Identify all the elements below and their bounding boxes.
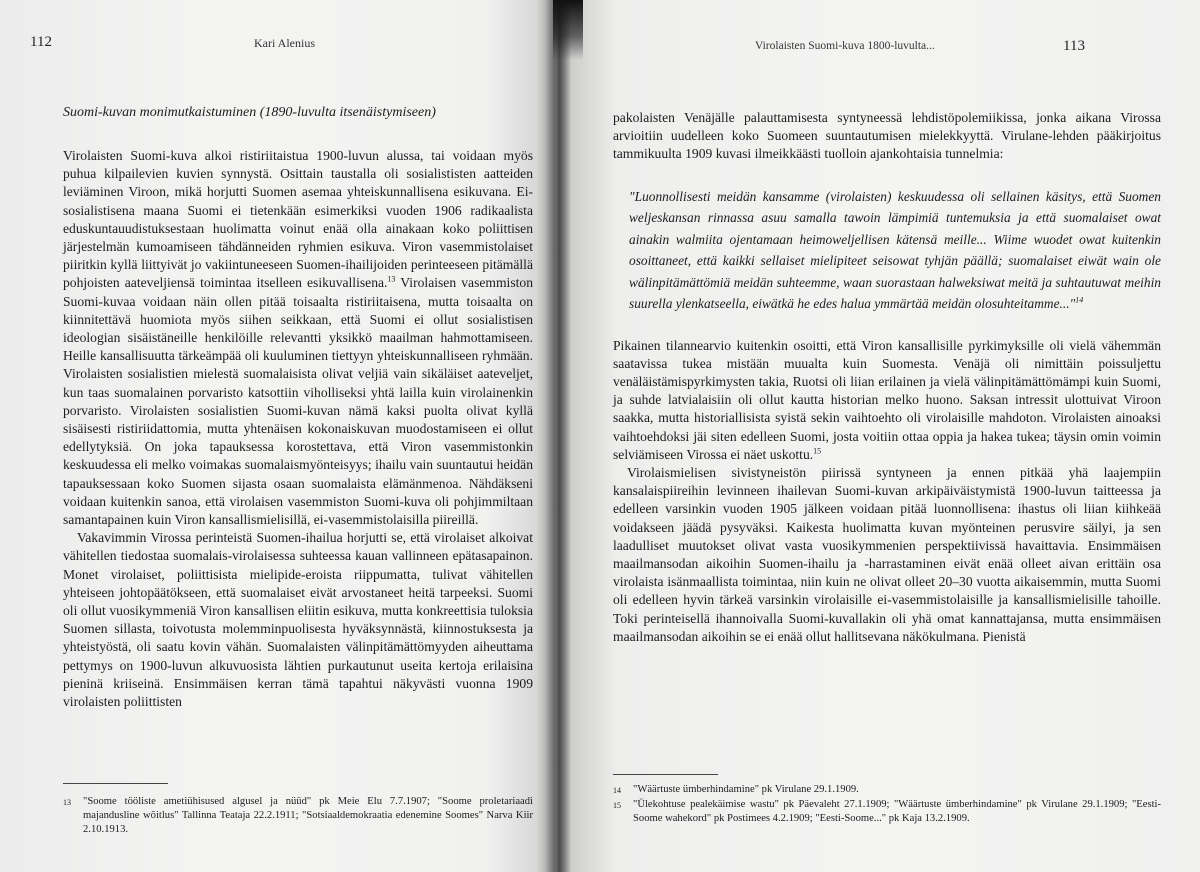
right-page	[553, 0, 1200, 872]
left-page	[0, 0, 553, 872]
right-footnote-rule	[613, 774, 718, 775]
left-footnote-rule	[63, 783, 168, 784]
footnote-number: 14	[613, 786, 621, 795]
section-title: Suomi-kuvan monimutkaistuminen (1890-luvulta itsenäistymiseen)	[63, 105, 436, 120]
left-footnotes	[63, 795, 533, 838]
left-paragraph-1b: Virolaisen vasemmiston Suomi-kuvaa voidaan näin ollen pitää toisaalta ristiriitaisena, mutta toisaalta on kiinnitettävä huomiota myös siihen seikkaan, että Suomi ei ollut sosialistisen ideologian sisäistäneille henkilöille relevantti yksikkö maailman hahmottamiseen. Heille kansallisuutta tärkeämpää oli kuuluminen tiettyyn yhteiskunnalliseen ryhmään. Virolaisten sosialistien mielestä suomalaisista olivat veljiä vain sikäläiset aateveljet, kun taas suomalainen porvaristo katsottiin viholliseksi yhtä lailla kuin virolainenkin porvaristo. Virolaisten sosialistien Suomi-kuvan nämä kaksi puolta olivat kyllä sisäisesti ristiriidattomia, mutta yhtenäisen kokonaiskuvan muodostamiseen ei ollut edellytyksiä. On joka tapauksessa korostettava, että Viron vasemmistonkin keskuudessa eli melko voimakas suomalaismyönteisyys; ihailu vain suuntautui heidän tapauksessaan koko Suomen sijasta osaan suomalaista elämänmenoa. Nähdäkseni voidaan kuitenkin sanoa, että virolaisen vasemmiston Suomi-kuva oli pohjimmiltaan samantapainen kuin Viron kansallismielisillä, ei-vasemmistolaisilla piireillä.	[63, 275, 533, 528]
left-paragraph-1	[63, 147, 533, 529]
footnote-number: 13	[63, 798, 71, 807]
right-paragraph-2-text: Pikainen tilannearvio kuitenkin osoitti, että Viron kansallisille pyrkimyksille oli vielä vähemmän saatavissa tukea mistään muualta kuin Suomesta. Venäjä oli nimittäin poissuljettu venäläistämispyrkimysten takia, Ruotsi oli liian erilainen ja vielä välinpitämättömämpi kuin Suomi, ja suhde latvialaisiin oli ollut kautta historian melko huono. Saksan intressit ulottuivat Viroon saakka, mutta historiallisista syistä sekin vaihtoehto oli virolaisille mahdoton. Virolaisten ainoaksi vaihtoehdoksi jäi siten edelleen Suomi, josta voitiin ottaa oppia ja hakea tukea; täysin omin voimin selviämiseen Virossa ei näet uskottu.	[613, 337, 1161, 462]
footnote-14	[613, 783, 1161, 798]
right-paragraph-1: pakolaisten Venäjälle palauttamisesta syntyneessä lehdistöpolemiikissa, jonka aikana Virossa arvioitiin uudelleen koko Suomeen suuntautumisen mielekkyyttä. Virulane-lehden pääkirjoitus tammikuulta 1909 kuvasi ilmeikkäästi tuolloin ajankohtaisia tunnelmia:	[613, 110, 1161, 162]
left-paragraph-2: Vakavimmin Virossa perinteistä Suomen-ihailua horjutti se, että virolaiset alkoivat vähitellen tiedostaa suomalais-virolaisessa suhteessa kauan vallinneen epätasapainon. Monet virolaiset, poliittisista mielipide-eroista riippumatta, tulivat vähitellen yhteiseen johtopäätökseen, että suomalaiset eivät arvostaneet heitä tarpeeksi. Suomi oli ollut vuosikymmeniä Viron kansallisen eliitin esikuva, mutta konkreettisia tuloksia Suomen sillasta, toivotusta molemminpuolisesta hyväksynnästä, kiinnostuksesta ja yhteistyöstä, oli saatu kovin vähän. Suomalaisten välinpitämättömyyden aiheuttama pettymys on 1900-luvun alkuvuosista lähtien purkautunut useita kertoja erilaisina pieninä kriiseinä. Ensimmäisen kerran tämä tapahtui näkyvästi vuonna 1909 virolaisten poliittisten	[63, 530, 533, 710]
footnote-number: 15	[613, 801, 621, 811]
footnote-ref-14: 14	[1075, 295, 1084, 305]
left-paragraph-1a: Virolaisten Suomi-kuva alkoi ristiriitaistua 1900-luvun alussa, tai voidaan myös puhua kilpailevien kuvien synnystä. Osittain taustalla oli sosialististen aatteiden leviäminen Viroon, mikä horjutti Suomen asemaa yhteiskunnallisena esikuvana. Ei-sosialistisena maana Suomi ei tietenkään esimerkiksi vuoden 1906 radikaalista eduskuntauudistuksestaan huolimatta voinut enää olla ainakaan koko poliittisen järjestelmän kumoamiseen tähdänneiden ryhmien esikuva. Viron vasemmistolaiset piiritkin kyllä liittyivät jo vakiintuneeseen Suomen-ihailijoiden perinteeseen pitämällä pohjoisten aateveljiensä toimintaa itselleen esikuvallisena.	[63, 148, 533, 291]
footnote-15	[613, 798, 1161, 826]
quote-text: "Luonnollisesti meidän kansamme (virolaisten) keskuudessa oli sellainen käsitys, että Suomen weljeskansan rinnassa asuu samalla tawoin lämpimiä tuntemuksia ja että suomalaiset owat ainakin walmiita ojentamaan heimoweljellisen kätensä meille... Wiime wuodet owat kuitenkin osoittaneet, että kaikki sellaiset mielipiteet seisowat tyhjän päällä; suomalaiset eiwät wain ole wälinpitämättömiä meidän suhteemme, waan suorastaan halweksiwat meitä ja suhtautuwat meihin suurella ylenkatseella, eiwätkä he edes halua ymmärtää meidän olosuhteitamme..."	[629, 188, 1161, 312]
right-page-number: 113	[1063, 38, 1085, 54]
footnote-ref-15: 15	[813, 446, 822, 456]
right-text-column	[613, 109, 1161, 646]
left-page-number: 112	[30, 34, 52, 50]
right-footnotes	[613, 783, 1161, 827]
block-quote	[629, 186, 1161, 315]
footnote-ref-13: 13	[387, 274, 396, 284]
footnote-text: "Wäärtuste ümberhindamine" pk Virulane 29.1.1909.	[633, 784, 859, 795]
left-text-column	[63, 103, 533, 711]
left-running-head: Kari Alenius	[254, 36, 315, 50]
footnote-text: "Soome tööliste ametiühisused algusel ja nüüd" pk Meie Elu 7.7.1907; "Soome proletariaadi majandusline wõitlus" Tallinna Teataja 22.2.1911; "Sotsiaaldemokraatia edenemine Soomes" Narva Kiir 2.10.1913.	[83, 796, 533, 836]
right-running-head: Virolaisten Suomi-kuva 1800-luvulta...	[755, 40, 935, 52]
right-paragraph-3: Virolaismielisen sivistyneistön piirissä syntyneen ja ennen pitkää yhä laajempiin kansalaispiireihin levinneen ihailevan Suomi-kuvan arkipäiväistymistä 1900-luvun taitteessa ja edelleen varsinkin vuoden 1905 jälkeen voidaan pitää luonnollisena: ihastus oli liian kiihkeää voidakseen jäädä pysyväksi. Kaikesta huolimatta kuvan myönteinen perusvire säilyi, ja sen laadulliset muutokset olivat vasta vuosikymmenien perspektiivissä havaittavia. Ensimmäisen maailmansodan aikoihin Suomen-ihailu ja -harrastaminen eivät enää olleet aivan erittäin osa virolaista isänmaallista toimintaa, niin kuin ne olivat olleet 20–30 vuotta aikaisemmin, mutta Suomi oli edelleen hyvin tärkeä varsinkin virolaisille ei-vasemmistolaisille ja kansallismielisille tahoille. Toki perinteisellä ihannoivalla Suomi-kuvallakin oli yhä omat kannattajansa, mutta ensimmäisen maailmansodan aikoihin se ei enää ollut hallitsevana näkökulmana. Pienistä	[613, 465, 1161, 644]
footnote-13	[63, 795, 533, 838]
right-paragraph-2	[613, 337, 1161, 464]
footnote-text: "Ülekohtuse pealekäimise wastu" pk Päevaleht 27.1.1909; "Wäärtuste ümberhindamine" pk Virulane 29.1.1909; "Eesti-Soome wahekord" pk Postimees 4.2.1909; "Eesti-Soome..." pk Kaja 13.2.1909.	[633, 799, 1161, 825]
